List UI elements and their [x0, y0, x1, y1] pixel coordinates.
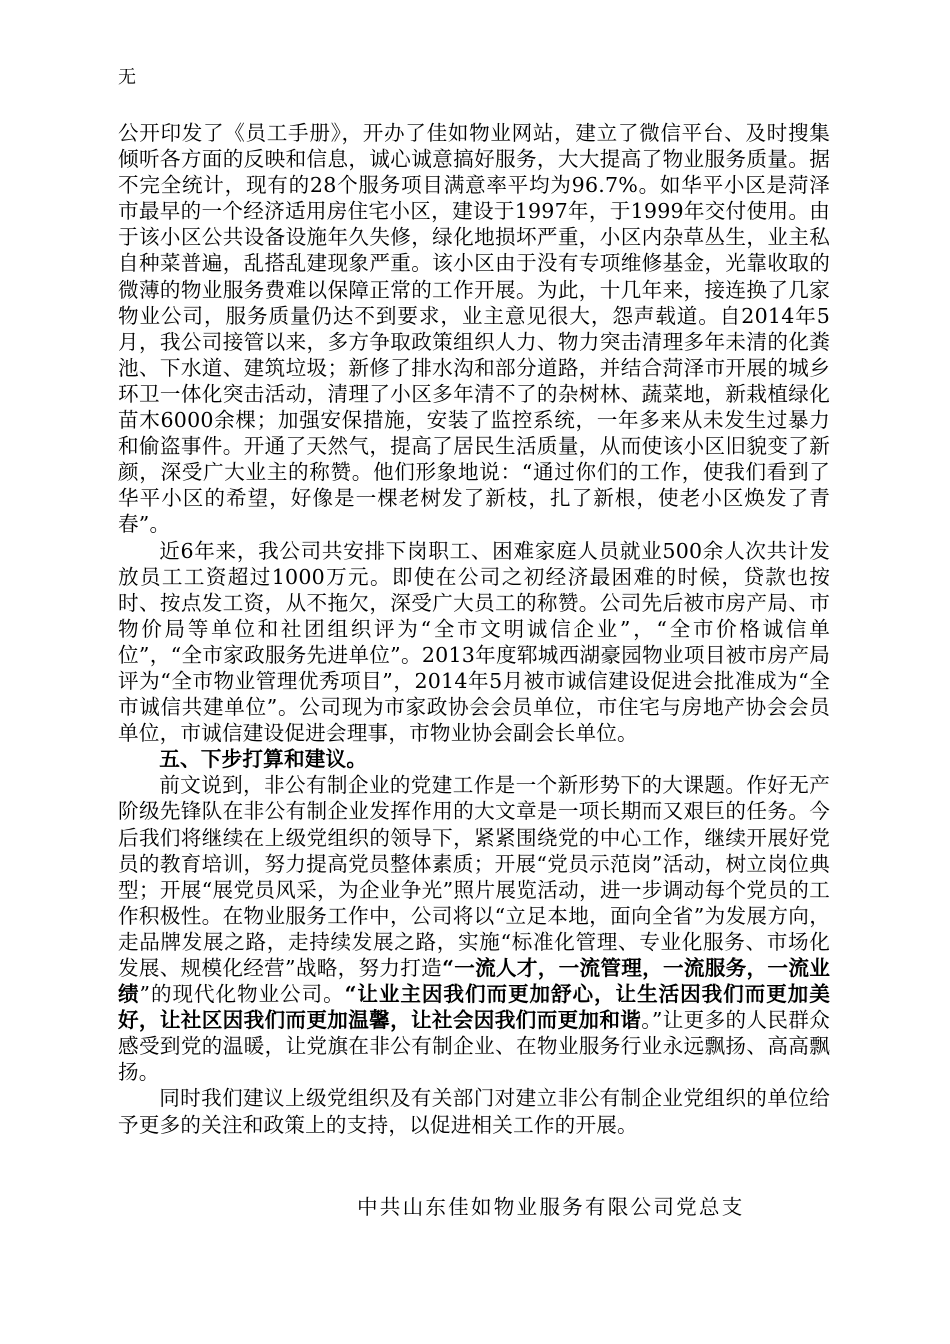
page-header-mark: 无	[118, 67, 136, 88]
section-heading-next-steps: 五、下步打算和建议。	[159, 747, 368, 772]
future-plans-text-3: 。”让更多的人民群众感受到党的温暖，让党旗在非公有制企业、在物业服务行业永远飘扬、高高飘扬。	[118, 1008, 831, 1085]
paragraph-future-plans	[118, 772, 830, 1085]
paragraph-employment-honors: 近6年来，我公司共安排下岗职工、困难家庭人员就业500余人次共计发放员工工资超过1000万元。即使在公司之初经济最困难的时候，贷款也按时、按点发工资，从不拖欠，深受广大员工的称赞。公司先后被市房产局、市物价局等单位和社团组织评为“全市文明诚信企业”，“全市价格诚信单位”，“全市家政服务先进单位”。2013年度郓城西湖豪园物业项目被市房产局评为“全市物业管理优秀项目”，2014年5月被市诚信建设促进会批准成为“全市诚信共建单位”。公司现为市家政协会会员单位，市住宅与房地产协会会员单位，市诚信建设促进会理事，市物业协会副会长单位。	[118, 538, 830, 746]
future-plans-text-1: 前文说到，非公有制企业的党建工作是一个新形势下的大课题。作好无产阶级先锋队在非公有制企业发挥作用的大文章是一项长期而又艰巨的任务。今后我们将继续在上级党组织的领导下，紧紧围绕党的中心工作，继续开展好党员的教育培训，努力提高党员整体素质；开展“党员示范岗”活动，树立岗位典型；开展“展党员风采，为企业争光”照片展览活动，进一步调动每个党员的工作积极性。在物业服务工作中，公司将以“立足本地，面向全省”为发展方向，走品牌发展之路，走持续发展之路，实施“标准化管理、专业化服务、市场化发展、规模化经营”战略，努力打造	[118, 773, 830, 980]
paragraph-suggestions: 同时我们建议上级党组织及有关部门对建立非公有制企业党组织的单位给予更多的关注和政策上的支持，以促进相关工作的开展。	[118, 1086, 830, 1137]
future-plans-slogan-2: “让业主因我们而更加舒心，让生活因我们而更加美好，让社区因我们而更加温馨，让社会因我们而更加和谐	[118, 982, 830, 1033]
future-plans-slogan-1: “一流人才，一流管理，一流服务，一流业绩	[118, 956, 830, 1007]
document-body	[118, 120, 830, 1138]
signature-organization: 中共山东佳如物业服务有限公司党总支	[357, 1195, 745, 1219]
paragraph-huaping-community: 公开印发了《员工手册》，开办了佳如物业网站，建立了微信平台、及时搜集倾听各方面的反映和信息，诚心诚意搞好服务，大大提高了物业服务质量。据不完全统计，现有的28个服务项目满意率平均为96.7%。如华平小区是菏泽市最早的一个经济适用房住宅小区，建设于1997年，于1999年交付使用。由于该小区公共设备设施年久失修，绿化地损坏严重，小区内杂草丛生，业主私自种菜普遍，乱搭乱建现象严重。该小区由于没有专项维修基金，光靠收取的微薄的物业服务费难以保障正常的工作开展。为此，十几年来，接连换了几家物业公司，服务质量仍达不到要求，业主意见很大，怨声载道。自2014年5月，我公司接管以来，多方争取政策组织人力、物力突击清理多年未清的化粪池、下水道、建筑垃圾；新修了排水沟和部分道路，并结合菏泽市开展的城乡环卫一体化突击活动，清理了小区多年清不了的杂树林、蔬菜地，新栽植绿化苗木6000余棵；加强安保措施，安装了监控系统，一年多来从未发生过暴力和偷盗事件。开通了天然气，提高了居民生活质量，从而使该小区旧貌变了新颜，深受广大业主的称赞。他们形象地说：“通过你们的工作，使我们看到了华平小区的希望，好像是一棵老树发了新枝，扎了新根，使老小区焕发了青春”。	[118, 121, 830, 537]
future-plans-text-2: ”的现代化物业公司。	[139, 982, 345, 1007]
